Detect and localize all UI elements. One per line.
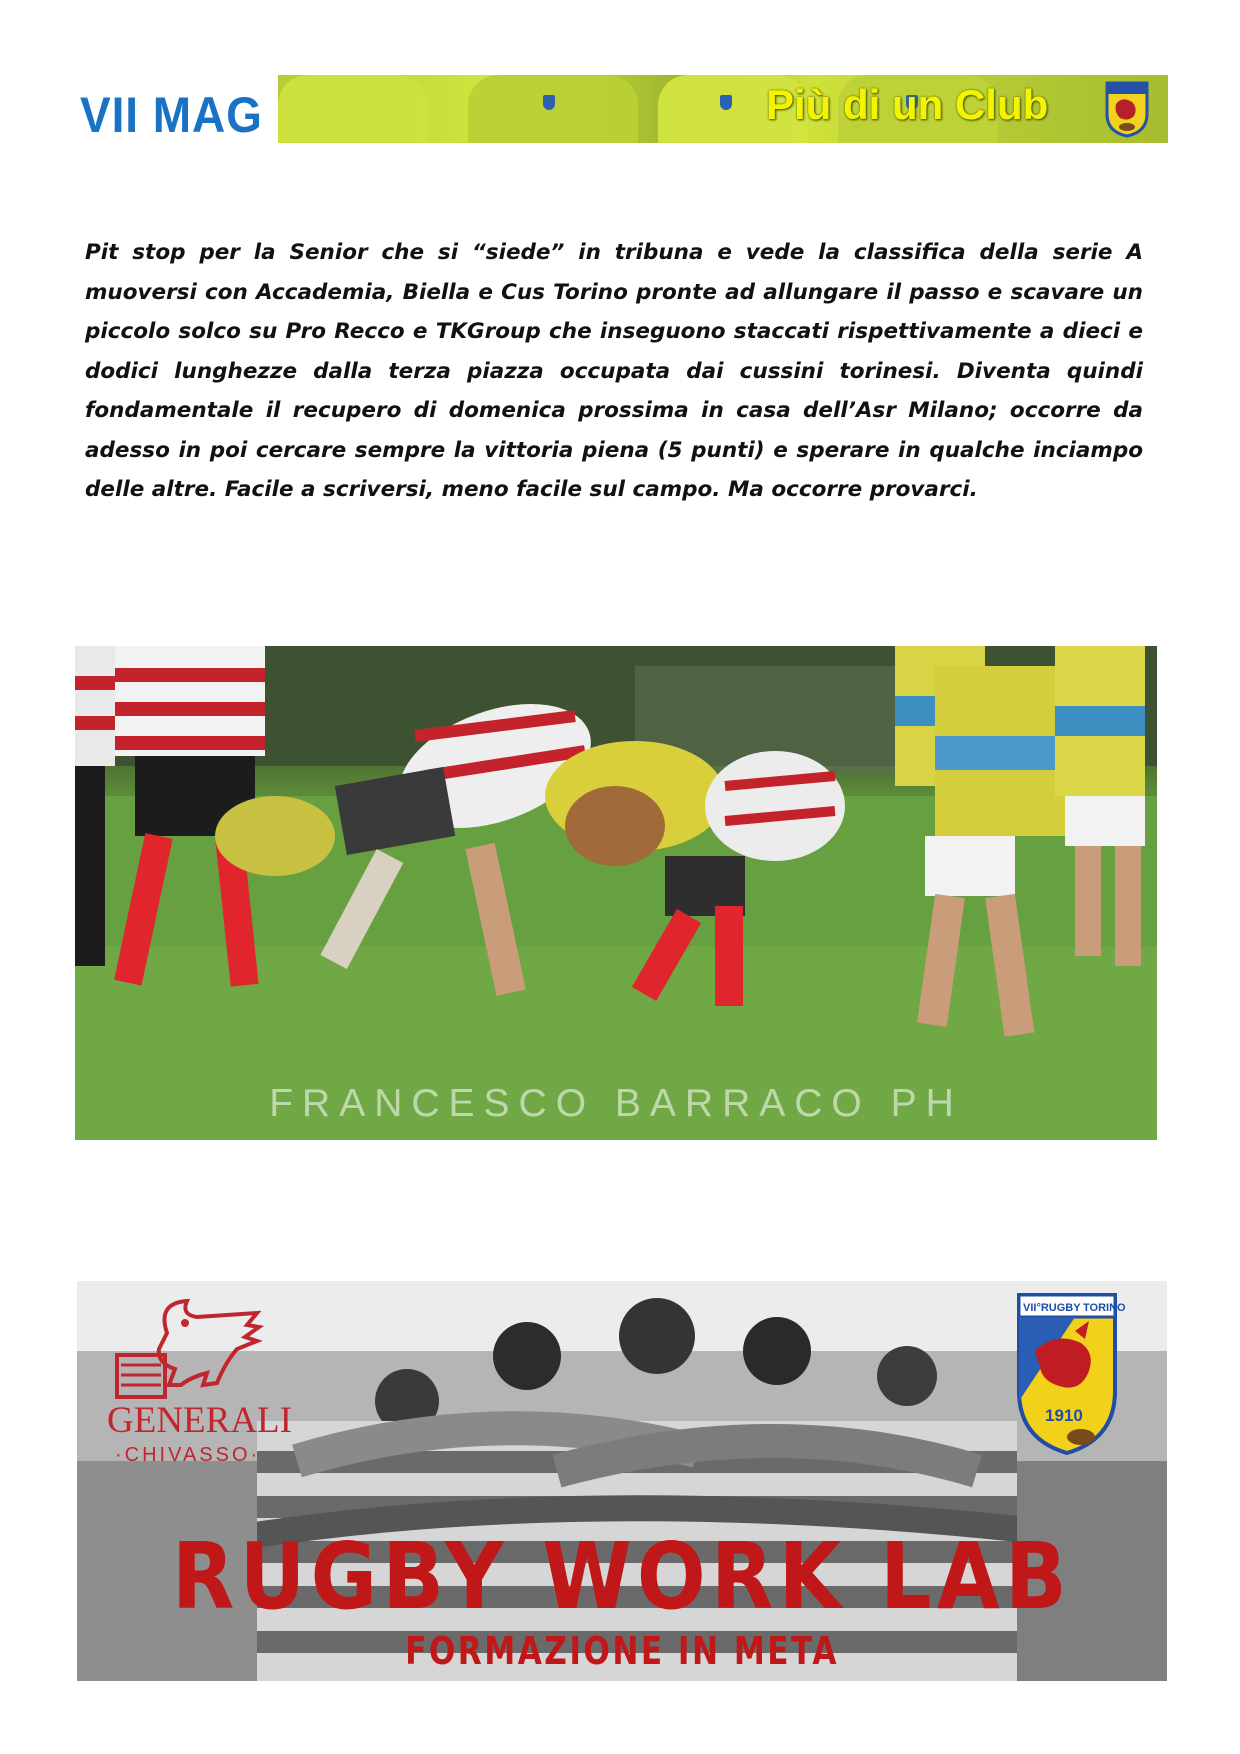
sponsor-banner xyxy=(77,1281,1167,1681)
banner-slogan: Più di un Club xyxy=(766,81,1049,128)
shirt-crest-icon xyxy=(720,95,732,110)
crest-text-left: VII°RUGBY xyxy=(1023,1302,1081,1314)
magazine-title: VII MAG xyxy=(80,87,263,143)
generali-wordmark: GENERALI xyxy=(107,1400,292,1441)
rugby-work-lab-subtitle: FORMAZIONE IN META xyxy=(405,1629,839,1673)
rugby-work-lab-title: RUGBY WORK LAB xyxy=(172,1523,1072,1630)
generali-lion-icon xyxy=(107,1293,267,1413)
club-logo-icon xyxy=(1104,80,1150,138)
club-crest-icon xyxy=(1015,1291,1126,1457)
crest-year: 1910 xyxy=(1045,1406,1083,1425)
header-banner xyxy=(278,75,1168,143)
match-photo xyxy=(75,646,1157,1140)
generali-city: ·CHIVASSO· xyxy=(115,1444,261,1466)
banner-player-shirt xyxy=(278,75,428,143)
shirt-crest-icon xyxy=(543,95,555,110)
rugby-scrum-illustration xyxy=(75,646,1157,1140)
crest-text-right: TORINO xyxy=(1083,1302,1126,1314)
photographer-watermark: FRANCESCO BARRACO PH xyxy=(269,1082,963,1125)
article-body: Pit stop per la Senior che si “siede” in tribuna e vede la classifica della serie A muoversi con Accademia, Biella e Cus Torino pronte ad allungare il passo e scavare un piccolo solco su Pro Recco e TKGroup che inseguono staccati rispettivamente a dieci e dodici lunghezze dalla terza piazza occupata dai cussini torinesi. Diventa quindi fondamentale il recupero di domenica prossima in casa dell’Asr Milano; occorre da adesso in poi cercare sempre la vittoria piena (5 punti) e sperare in qualche inciampo delle altre. Facile a scriversi, meno facile sul campo. Ma occorre provarci. xyxy=(85,240,1143,502)
banner-player-shirt xyxy=(468,75,638,143)
